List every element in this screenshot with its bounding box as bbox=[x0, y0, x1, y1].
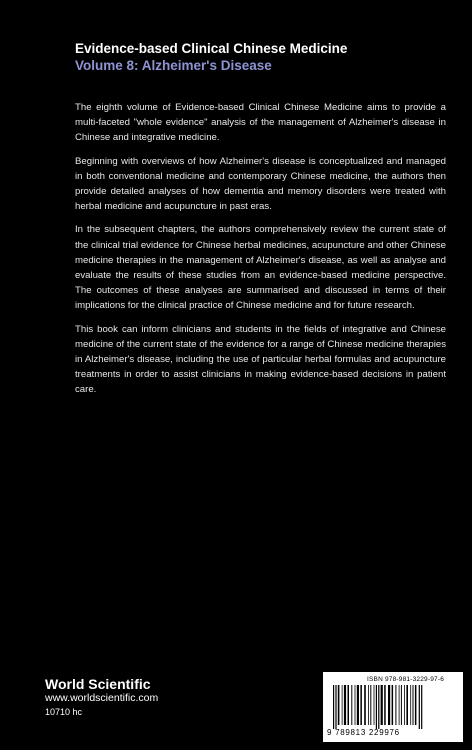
publisher-url: www.worldscientific.com bbox=[45, 692, 159, 704]
isbn-label: ISBN 978-981-3229-97-6 bbox=[367, 676, 445, 683]
barcode-bars bbox=[329, 685, 457, 729]
title-block bbox=[75, 40, 455, 74]
publisher-code: 10710 hc bbox=[45, 707, 83, 717]
publisher-block bbox=[45, 676, 158, 718]
barcode bbox=[323, 672, 463, 742]
description-paragraph: In the subsequent chapters, the authors comprehensively review the current state of the clinical trial evidence for Chinese herbal medicines, acupuncture and other Chinese medicine therapies in the management of Alzheimer's disease, as well as analyse and evaluate the results of these studies from an evidence-based medicine perspective. The outcomes of these analyses are summarised and discussed in terms of their implications for the clinical practice of Chinese medicine and for future research. bbox=[75, 224, 446, 312]
series-title: Evidence-based Clinical Chinese Medicine bbox=[75, 41, 348, 56]
description-paragraph: Beginning with overviews of how Alzheimer's disease is conceptualized and managed in both conventional medicine and contemporary Chinese medicine, the authors then provide detailed analyses of how dementia and memory disorders were treated with herbal medicine and acupuncture in past eras. bbox=[75, 155, 446, 213]
publisher-name: World Scientific bbox=[45, 676, 151, 692]
barcode-digits: 9 789813 229976 bbox=[327, 728, 400, 737]
description-paragraph: The eighth volume of Evidence-based Clinical Chinese Medicine aims to provide a multi-faceted "whole evidence" analysis of the management of Alzheimer's disease in Chinese and integrative medicine. bbox=[75, 102, 446, 144]
description-paragraph: This book can inform clinicians and students in the fields of integrative and Chinese medicine of the current state of the evidence for a range of Chinese medicine therapies in Alzheimer's disease, including the use of particular herbal formulas and acupuncture treatments in order to assist clinicians in making evidence-based decisions in patient care. bbox=[75, 323, 446, 396]
book-description bbox=[75, 100, 446, 406]
volume-title: Volume 8: Alzheimer's Disease bbox=[75, 58, 272, 73]
